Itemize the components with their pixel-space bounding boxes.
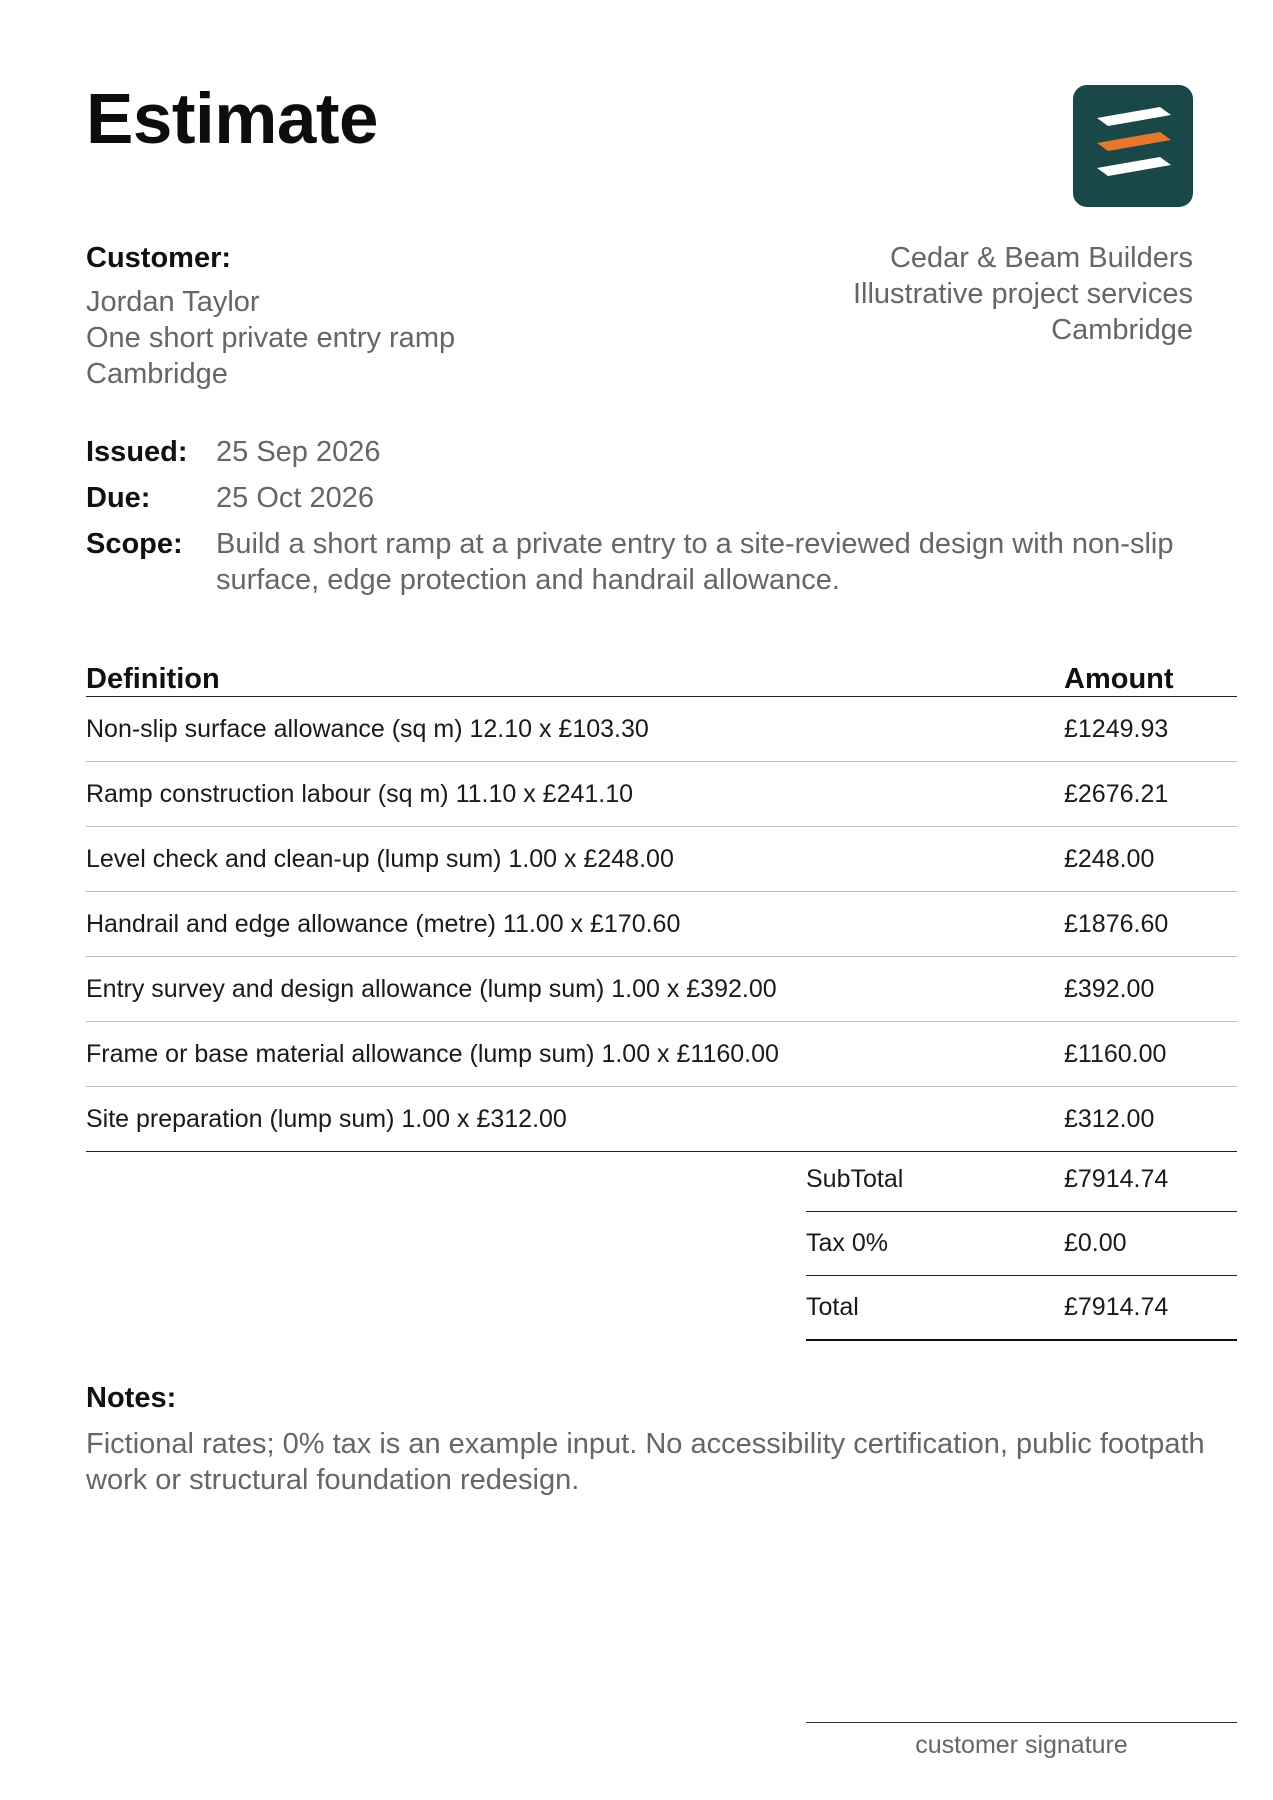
company-name: Cedar & Beam Builders <box>889 242 1193 274</box>
estimate-meta <box>86 434 1216 608</box>
table-header <box>86 652 1237 697</box>
issued-row <box>86 434 1216 470</box>
table-row <box>86 957 1237 1022</box>
company-tagline: Illustrative project services <box>852 278 1193 310</box>
signature-label: customer signature <box>915 1731 1128 1759</box>
table-row <box>86 1087 1237 1152</box>
page-title: Estimate <box>86 80 378 159</box>
row-definition: Level check and clean-up (lump sum) 1.00 x £248.00 <box>86 844 674 873</box>
tax-label: Tax 0% <box>806 1229 888 1257</box>
subtotal-value: £7914.74 <box>1064 1165 1169 1193</box>
table-row <box>86 697 1237 762</box>
due-label: Due: <box>86 482 151 514</box>
table-row <box>86 1022 1237 1087</box>
row-definition: Handrail and edge allowance (metre) 11.00 x £170.60 <box>86 909 681 938</box>
row-definition: Ramp construction labour (sq m) 11.10 x £241.10 <box>86 779 634 808</box>
amount-column-header: Amount <box>1064 663 1174 695</box>
row-amount: £312.00 <box>1064 1104 1155 1133</box>
customer-block <box>86 240 686 392</box>
row-amount: £392.00 <box>1064 974 1155 1003</box>
issued-label: Issued: <box>86 436 188 468</box>
subtotal-label: SubTotal <box>806 1165 904 1193</box>
table-body <box>86 697 1237 1152</box>
customer-city: Cambridge <box>86 358 228 390</box>
due-date: 25 Oct 2026 <box>216 482 374 514</box>
company-block <box>673 240 1193 348</box>
notes-label: Notes: <box>86 1382 177 1414</box>
notes-text: Fictional rates; 0% tax is an example input. No accessibility certification, public footpath work or structural foundation redesign. <box>86 1428 1205 1496</box>
row-definition: Non-slip surface allowance (sq m) 12.10 x £103.30 <box>86 714 649 743</box>
row-definition: Frame or base material allowance (lump sum) 1.00 x £1160.00 <box>86 1039 779 1068</box>
row-definition: Site preparation (lump sum) 1.00 x £312.00 <box>86 1104 567 1133</box>
row-amount: £2676.21 <box>1064 779 1169 808</box>
table-row <box>86 892 1237 957</box>
line-items-table <box>86 652 1237 1152</box>
company-city: Cambridge <box>1051 314 1193 346</box>
row-amount: £248.00 <box>1064 844 1155 873</box>
notes-block <box>86 1380 1236 1498</box>
scope-row <box>86 526 1216 598</box>
total-label: Total <box>806 1293 859 1321</box>
company-logo-icon <box>1073 85 1193 207</box>
customer-label: Customer: <box>86 242 232 274</box>
tax-value: £0.00 <box>1064 1229 1127 1257</box>
customer-name: Jordan Taylor <box>86 286 260 318</box>
total-row <box>806 1276 1237 1341</box>
due-row <box>86 480 1216 516</box>
customer-project: One short private entry ramp <box>86 322 456 354</box>
scope-label: Scope: <box>86 528 183 560</box>
row-definition: Entry survey and design allowance (lump sum) 1.00 x £392.00 <box>86 974 777 1003</box>
definition-column-header: Definition <box>86 663 220 695</box>
table-row <box>86 762 1237 827</box>
totals-block <box>806 1148 1237 1341</box>
row-amount: £1876.60 <box>1064 909 1169 938</box>
scope-text: Build a short ramp at a private entry to a site-reviewed design with non-slip surface, edge protection and handrail allowance. <box>216 528 1174 596</box>
row-amount: £1249.93 <box>1064 714 1169 743</box>
total-value: £7914.74 <box>1064 1293 1169 1321</box>
table-row <box>86 827 1237 892</box>
issued-date: 25 Sep 2026 <box>216 436 381 468</box>
subtotal-row <box>806 1148 1237 1212</box>
row-amount: £1160.00 <box>1064 1039 1167 1068</box>
signature-line <box>806 1722 1237 1760</box>
tax-row <box>806 1212 1237 1276</box>
